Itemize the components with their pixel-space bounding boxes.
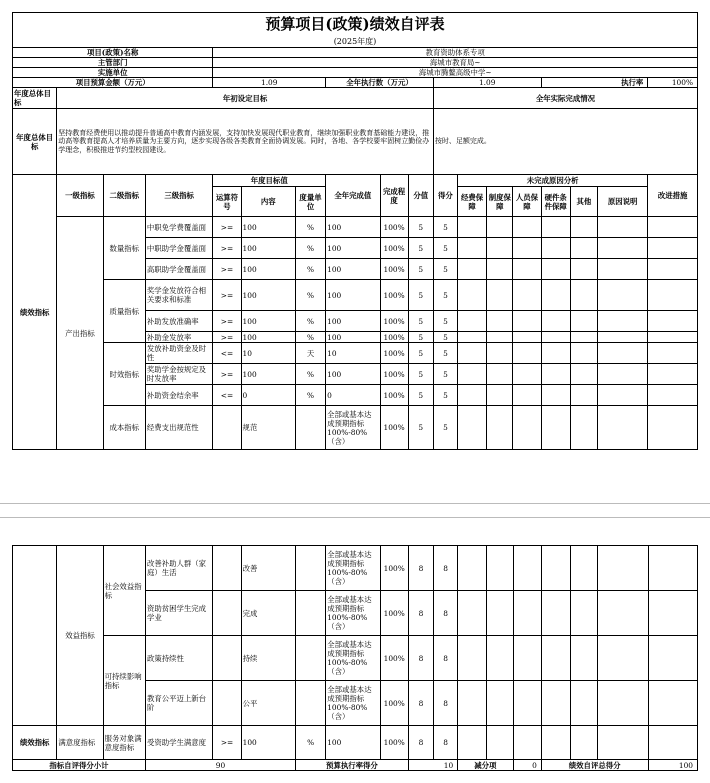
- row-name: 资助贫困学生完成学业: [145, 591, 212, 636]
- empty-cell: [513, 636, 541, 681]
- goal-actual-text: 按时、足额完成。: [433, 109, 697, 175]
- empty-cell: [648, 217, 698, 238]
- group-sustain: 可持续影响指标: [103, 636, 145, 726]
- row-unit: %: [295, 259, 325, 280]
- empty-cell: [570, 406, 597, 450]
- empty-cell: [570, 311, 597, 332]
- row-comp: 100%: [380, 343, 408, 364]
- row-unit: 天: [295, 343, 325, 364]
- group-cost: 成本指标: [103, 406, 145, 450]
- row-op: [213, 591, 241, 636]
- empty-cell: [458, 681, 487, 726]
- empty-cell: [597, 311, 647, 332]
- empty-cell: [541, 238, 570, 259]
- empty-cell: [570, 332, 597, 343]
- group-output: 产出指标: [57, 217, 103, 450]
- row-op: [213, 681, 241, 726]
- empty-cell: [648, 636, 697, 681]
- empty-cell: [597, 280, 647, 311]
- row-comp: 100%: [380, 546, 408, 591]
- empty-cell: [487, 726, 513, 760]
- empty-cell: [513, 364, 541, 385]
- row-score: 5: [433, 280, 457, 311]
- row-name: 经费支出规范性: [145, 406, 212, 450]
- empty-cell: [648, 280, 698, 311]
- row-comp: 100%: [380, 591, 408, 636]
- row-unit: %: [295, 238, 325, 259]
- group-benefit: 效益指标: [57, 546, 103, 726]
- empty-cell: [541, 343, 570, 364]
- empty-cell: [648, 343, 698, 364]
- row-op: >=: [213, 332, 241, 343]
- header-content: 内容: [241, 187, 295, 217]
- evaluation-table-page-2: [12, 545, 698, 771]
- empty-cell: [648, 238, 698, 259]
- header-score: 得分: [433, 175, 457, 217]
- empty-cell: [513, 385, 541, 406]
- row-name: 受资助学生满意度: [145, 726, 212, 760]
- empty-cell: [541, 636, 570, 681]
- row-full: 100: [326, 280, 380, 311]
- row-unit: [296, 636, 326, 681]
- empty-cell: [598, 591, 648, 636]
- total-value: 100: [648, 760, 697, 771]
- empty-cell: [458, 311, 487, 332]
- row-full: 全部或基本达成预期指标100%-80%（含）: [326, 406, 380, 450]
- row-weight: 8: [408, 726, 433, 760]
- row-name: 中职助学金覆盖面: [145, 238, 212, 259]
- row-op: >=: [213, 726, 241, 760]
- empty-cell: [541, 406, 570, 450]
- group-quantity: 数量指标: [103, 217, 145, 280]
- header-funds: 经费保障: [458, 187, 487, 217]
- row-full: 10: [326, 343, 380, 364]
- row-unit: [296, 546, 326, 591]
- row-weight: 8: [408, 591, 433, 636]
- page-break-line-top: [0, 503, 710, 504]
- row-score: 8: [434, 681, 458, 726]
- empty-cell: [597, 238, 647, 259]
- group-quality: 质量指标: [103, 280, 145, 343]
- row-op: >=: [213, 364, 241, 385]
- budget-value: 1.09: [213, 78, 326, 88]
- group-timeliness: 时效指标: [103, 343, 145, 406]
- empty-cell: [458, 280, 487, 311]
- empty-cell: [570, 364, 597, 385]
- row-op: >=: [213, 238, 241, 259]
- empty-cell: [487, 406, 513, 450]
- perf-label-blank: [13, 546, 57, 726]
- row-op: <=: [213, 385, 241, 406]
- row-name: 政策持续性: [145, 636, 212, 681]
- row-unit: [295, 406, 325, 450]
- row-comp: 100%: [380, 726, 408, 760]
- row-weight: 5: [408, 385, 433, 406]
- row-content: 100: [241, 364, 295, 385]
- row-full: 全部或基本达成预期指标100%-80%（含）: [326, 591, 380, 636]
- empty-cell: [458, 332, 487, 343]
- row-score: 8: [434, 726, 458, 760]
- row-content: 0: [241, 385, 295, 406]
- empty-cell: [597, 385, 647, 406]
- row-unit: %: [295, 364, 325, 385]
- row-weight: 5: [408, 280, 433, 311]
- empty-cell: [513, 406, 541, 450]
- empty-cell: [513, 311, 541, 332]
- project-value: 教育资助体系专项: [213, 48, 698, 58]
- row-op: [213, 636, 241, 681]
- row-score: 5: [433, 259, 457, 280]
- empty-cell: [570, 259, 597, 280]
- group-social: 社会效益指标: [103, 546, 145, 636]
- row-weight: 8: [408, 681, 433, 726]
- row-unit: %: [295, 385, 325, 406]
- header-incomplete: 未完成原因分析: [458, 175, 648, 187]
- empty-cell: [487, 280, 513, 311]
- row-op: [213, 546, 241, 591]
- empty-cell: [598, 681, 648, 726]
- empty-cell: [541, 385, 570, 406]
- perf-label-bottom: 绩效指标: [13, 726, 57, 760]
- evaluation-table-page-1: [12, 12, 698, 450]
- empty-cell: [458, 364, 487, 385]
- row-content: 100: [241, 332, 295, 343]
- row-score: 5: [433, 406, 457, 450]
- row-score: 8: [434, 546, 458, 591]
- goal-initial-text: 坚持教育经费使用以推动提升普通高中教育内涵发展，支持加快发展现代职业教育，继续加强职业教育基础能力建设，推动高等教育提高人才培养质量为主要方向，逐步实现各级各类教育全面协调发展。同时，各地、各学校要牢固树立勤俭办学理念，积极推进节约型校园建设。: [57, 109, 434, 175]
- group-satisfaction: 满意度指标: [57, 726, 103, 760]
- empty-cell: [458, 591, 487, 636]
- empty-cell: [597, 406, 647, 450]
- header-improve: 改进措施: [648, 175, 698, 217]
- empty-cell: [513, 238, 541, 259]
- row-content: 持续: [241, 636, 295, 681]
- header-completion: 完成程度: [380, 175, 408, 217]
- empty-cell: [570, 636, 597, 681]
- empty-cell: [487, 681, 513, 726]
- empty-cell: [458, 238, 487, 259]
- row-content: 10: [241, 343, 295, 364]
- row-op: >=: [213, 311, 241, 332]
- group-service: 服务对象满意度指标: [103, 726, 145, 760]
- empty-cell: [487, 385, 513, 406]
- row-score: 8: [434, 636, 458, 681]
- row-full: 全部或基本达成预期指标100%-80%（含）: [326, 546, 380, 591]
- row-comp: 100%: [380, 311, 408, 332]
- sheet-page-1: [12, 12, 698, 450]
- empty-cell: [541, 217, 570, 238]
- header-other: 其他: [570, 187, 597, 217]
- row-name: 奖助学金按规定及时发放率: [145, 364, 212, 385]
- row-full: 0: [326, 385, 380, 406]
- row-full: 全部或基本达成预期指标100%-80%（含）: [326, 636, 380, 681]
- row-weight: 5: [408, 259, 433, 280]
- row-weight: 5: [408, 406, 433, 450]
- empty-cell: [570, 217, 597, 238]
- row-weight: 5: [408, 238, 433, 259]
- row-content: 改善: [241, 546, 295, 591]
- empty-cell: [648, 406, 698, 450]
- budget-label: 项目预算金额（万元）: [13, 78, 213, 88]
- rate-label: 执行率: [541, 78, 648, 88]
- row-content: 100: [241, 280, 295, 311]
- exec-value: 1.09: [433, 78, 541, 88]
- empty-cell: [597, 259, 647, 280]
- row-weight: 5: [408, 364, 433, 385]
- row-unit: %: [296, 726, 326, 760]
- empty-cell: [570, 726, 597, 760]
- empty-cell: [513, 546, 541, 591]
- row-op: <=: [213, 343, 241, 364]
- row-name: 发放补助资金及时性: [145, 343, 212, 364]
- row-op: >=: [213, 217, 241, 238]
- empty-cell: [541, 681, 570, 726]
- total-label: 绩效自评总得分: [541, 760, 648, 771]
- row-op: >=: [213, 259, 241, 280]
- empty-cell: [487, 343, 513, 364]
- row-comp: 100%: [380, 238, 408, 259]
- budget-rate-value: 10: [408, 760, 457, 771]
- empty-cell: [648, 546, 697, 591]
- row-score: 8: [434, 591, 458, 636]
- empty-cell: [541, 311, 570, 332]
- empty-cell: [487, 259, 513, 280]
- row-name: 补助发放准确率: [145, 311, 212, 332]
- row-name: 奖学金发放符合相关要求和标准: [145, 280, 212, 311]
- row-comp: 100%: [380, 280, 408, 311]
- empty-cell: [487, 332, 513, 343]
- row-comp: 100%: [380, 681, 408, 726]
- header-level3: 三级指标: [145, 175, 212, 217]
- row-name: 高职助学金覆盖面: [145, 259, 212, 280]
- empty-cell: [513, 681, 541, 726]
- sheet-page-2: [12, 545, 698, 771]
- empty-cell: [458, 726, 487, 760]
- header-score-weight: 分值: [408, 175, 433, 217]
- row-weight: 5: [408, 343, 433, 364]
- empty-cell: [458, 259, 487, 280]
- row-unit: %: [295, 280, 325, 311]
- header-reason-note: 原因说明: [597, 187, 647, 217]
- row-full: 全部或基本达成预期指标100%-80%（含）: [326, 681, 380, 726]
- row-weight: 5: [408, 311, 433, 332]
- empty-cell: [541, 591, 570, 636]
- impl-value: 海城市腾鳌高级中学~: [213, 68, 698, 78]
- empty-cell: [648, 364, 698, 385]
- empty-cell: [570, 591, 597, 636]
- empty-cell: [648, 259, 698, 280]
- deduct-label: 减分项: [458, 760, 513, 771]
- row-name: 中职免学费覆盖面: [145, 217, 212, 238]
- subtotal-label: 指标自评得分小计: [13, 760, 146, 771]
- row-name: 补助金发放率: [145, 332, 212, 343]
- row-score: 5: [433, 385, 457, 406]
- empty-cell: [570, 385, 597, 406]
- empty-cell: [513, 726, 541, 760]
- empty-cell: [598, 636, 648, 681]
- row-comp: 100%: [380, 385, 408, 406]
- empty-cell: [513, 280, 541, 311]
- row-unit: %: [295, 311, 325, 332]
- rate-value: 100%: [648, 78, 698, 88]
- empty-cell: [597, 343, 647, 364]
- row-content: 100: [241, 726, 295, 760]
- row-full: 100: [326, 217, 380, 238]
- empty-cell: [648, 726, 697, 760]
- empty-cell: [458, 385, 487, 406]
- perf-label: 绩效指标: [13, 175, 57, 450]
- row-comp: 100%: [380, 406, 408, 450]
- dept-value: 海城市教育局~: [213, 58, 698, 68]
- empty-cell: [487, 217, 513, 238]
- empty-cell: [487, 546, 513, 591]
- row-unit: %: [295, 217, 325, 238]
- row-score: 5: [433, 332, 457, 343]
- row-content: 规范: [241, 406, 295, 450]
- row-weight: 8: [408, 546, 433, 591]
- empty-cell: [570, 343, 597, 364]
- row-content: 100: [241, 259, 295, 280]
- empty-cell: [487, 636, 513, 681]
- row-full: 100: [326, 259, 380, 280]
- header-system: 制度保障: [487, 187, 513, 217]
- empty-cell: [541, 546, 570, 591]
- page-break-line-bottom: [0, 517, 710, 518]
- empty-cell: [648, 311, 698, 332]
- empty-cell: [513, 343, 541, 364]
- row-full: 100: [326, 726, 380, 760]
- year-subtitle: (2025年度): [13, 35, 698, 48]
- empty-cell: [541, 364, 570, 385]
- row-full: 100: [326, 311, 380, 332]
- empty-cell: [597, 364, 647, 385]
- project-label: 项目(政策)名称: [13, 48, 213, 58]
- goal-header-actual: 全年实际完成情况: [433, 88, 697, 109]
- page-title: 预算项目(政策)绩效自评表: [13, 13, 698, 36]
- row-full: 100: [326, 332, 380, 343]
- budget-rate-label: 预算执行率得分: [296, 760, 409, 771]
- empty-cell: [570, 681, 597, 726]
- empty-cell: [598, 546, 648, 591]
- goal-row-label: 年度总体目标: [13, 109, 57, 175]
- empty-cell: [648, 681, 697, 726]
- header-personnel: 人员保障: [513, 187, 541, 217]
- dept-label: 主管部门: [13, 58, 213, 68]
- header-hardware: 硬件条件保障: [541, 187, 570, 217]
- row-full: 100: [326, 238, 380, 259]
- row-content: 100: [241, 217, 295, 238]
- empty-cell: [570, 238, 597, 259]
- goal-header-initial: 年初设定目标: [57, 88, 434, 109]
- row-op: [213, 406, 241, 450]
- empty-cell: [487, 238, 513, 259]
- row-score: 5: [433, 238, 457, 259]
- empty-cell: [648, 591, 697, 636]
- header-annual-target: 年度目标值: [213, 175, 326, 187]
- row-content: 100: [241, 238, 295, 259]
- row-comp: 100%: [380, 364, 408, 385]
- header-level2: 二级指标: [103, 175, 145, 217]
- row-score: 5: [433, 311, 457, 332]
- empty-cell: [541, 280, 570, 311]
- header-full-year: 全年完成值: [326, 175, 380, 217]
- row-weight: 5: [408, 332, 433, 343]
- empty-cell: [513, 217, 541, 238]
- header-op: 运算符号: [213, 187, 241, 217]
- row-score: 5: [433, 364, 457, 385]
- row-unit: %: [295, 332, 325, 343]
- row-name: 改善补助人群（家庭）生活: [145, 546, 212, 591]
- empty-cell: [487, 311, 513, 332]
- empty-cell: [487, 364, 513, 385]
- row-content: 100: [241, 311, 295, 332]
- exec-label: 全年执行数（万元）: [326, 78, 434, 88]
- row-score: 5: [433, 343, 457, 364]
- empty-cell: [513, 591, 541, 636]
- row-comp: 100%: [380, 259, 408, 280]
- empty-cell: [570, 280, 597, 311]
- row-unit: [296, 591, 326, 636]
- row-weight: 5: [408, 217, 433, 238]
- subtotal-value: 90: [145, 760, 295, 771]
- row-name: 补助资金结余率: [145, 385, 212, 406]
- empty-cell: [597, 217, 647, 238]
- empty-cell: [513, 332, 541, 343]
- row-comp: 100%: [380, 332, 408, 343]
- empty-cell: [513, 259, 541, 280]
- row-unit: [296, 681, 326, 726]
- header-level1: 一级指标: [57, 175, 103, 217]
- empty-cell: [541, 259, 570, 280]
- empty-cell: [648, 332, 698, 343]
- empty-cell: [487, 591, 513, 636]
- empty-cell: [458, 343, 487, 364]
- row-content: 公平: [241, 681, 295, 726]
- row-score: 5: [433, 217, 457, 238]
- empty-cell: [458, 217, 487, 238]
- row-comp: 100%: [380, 636, 408, 681]
- header-unit: 度量单位: [295, 187, 325, 217]
- deduct-value: 0: [513, 760, 541, 771]
- empty-cell: [458, 406, 487, 450]
- goal-header-label: 年度总体目标: [13, 88, 57, 109]
- row-full: 100: [326, 364, 380, 385]
- row-name: 教育公平迈上新台阶: [145, 681, 212, 726]
- empty-cell: [541, 332, 570, 343]
- empty-cell: [648, 385, 698, 406]
- empty-cell: [570, 546, 597, 591]
- row-comp: 100%: [380, 217, 408, 238]
- empty-cell: [598, 726, 648, 760]
- empty-cell: [597, 332, 647, 343]
- row-weight: 8: [408, 636, 433, 681]
- empty-cell: [458, 636, 487, 681]
- empty-cell: [458, 546, 487, 591]
- impl-label: 实施单位: [13, 68, 213, 78]
- row-content: 完成: [241, 591, 295, 636]
- row-op: >=: [213, 280, 241, 311]
- empty-cell: [541, 726, 570, 760]
